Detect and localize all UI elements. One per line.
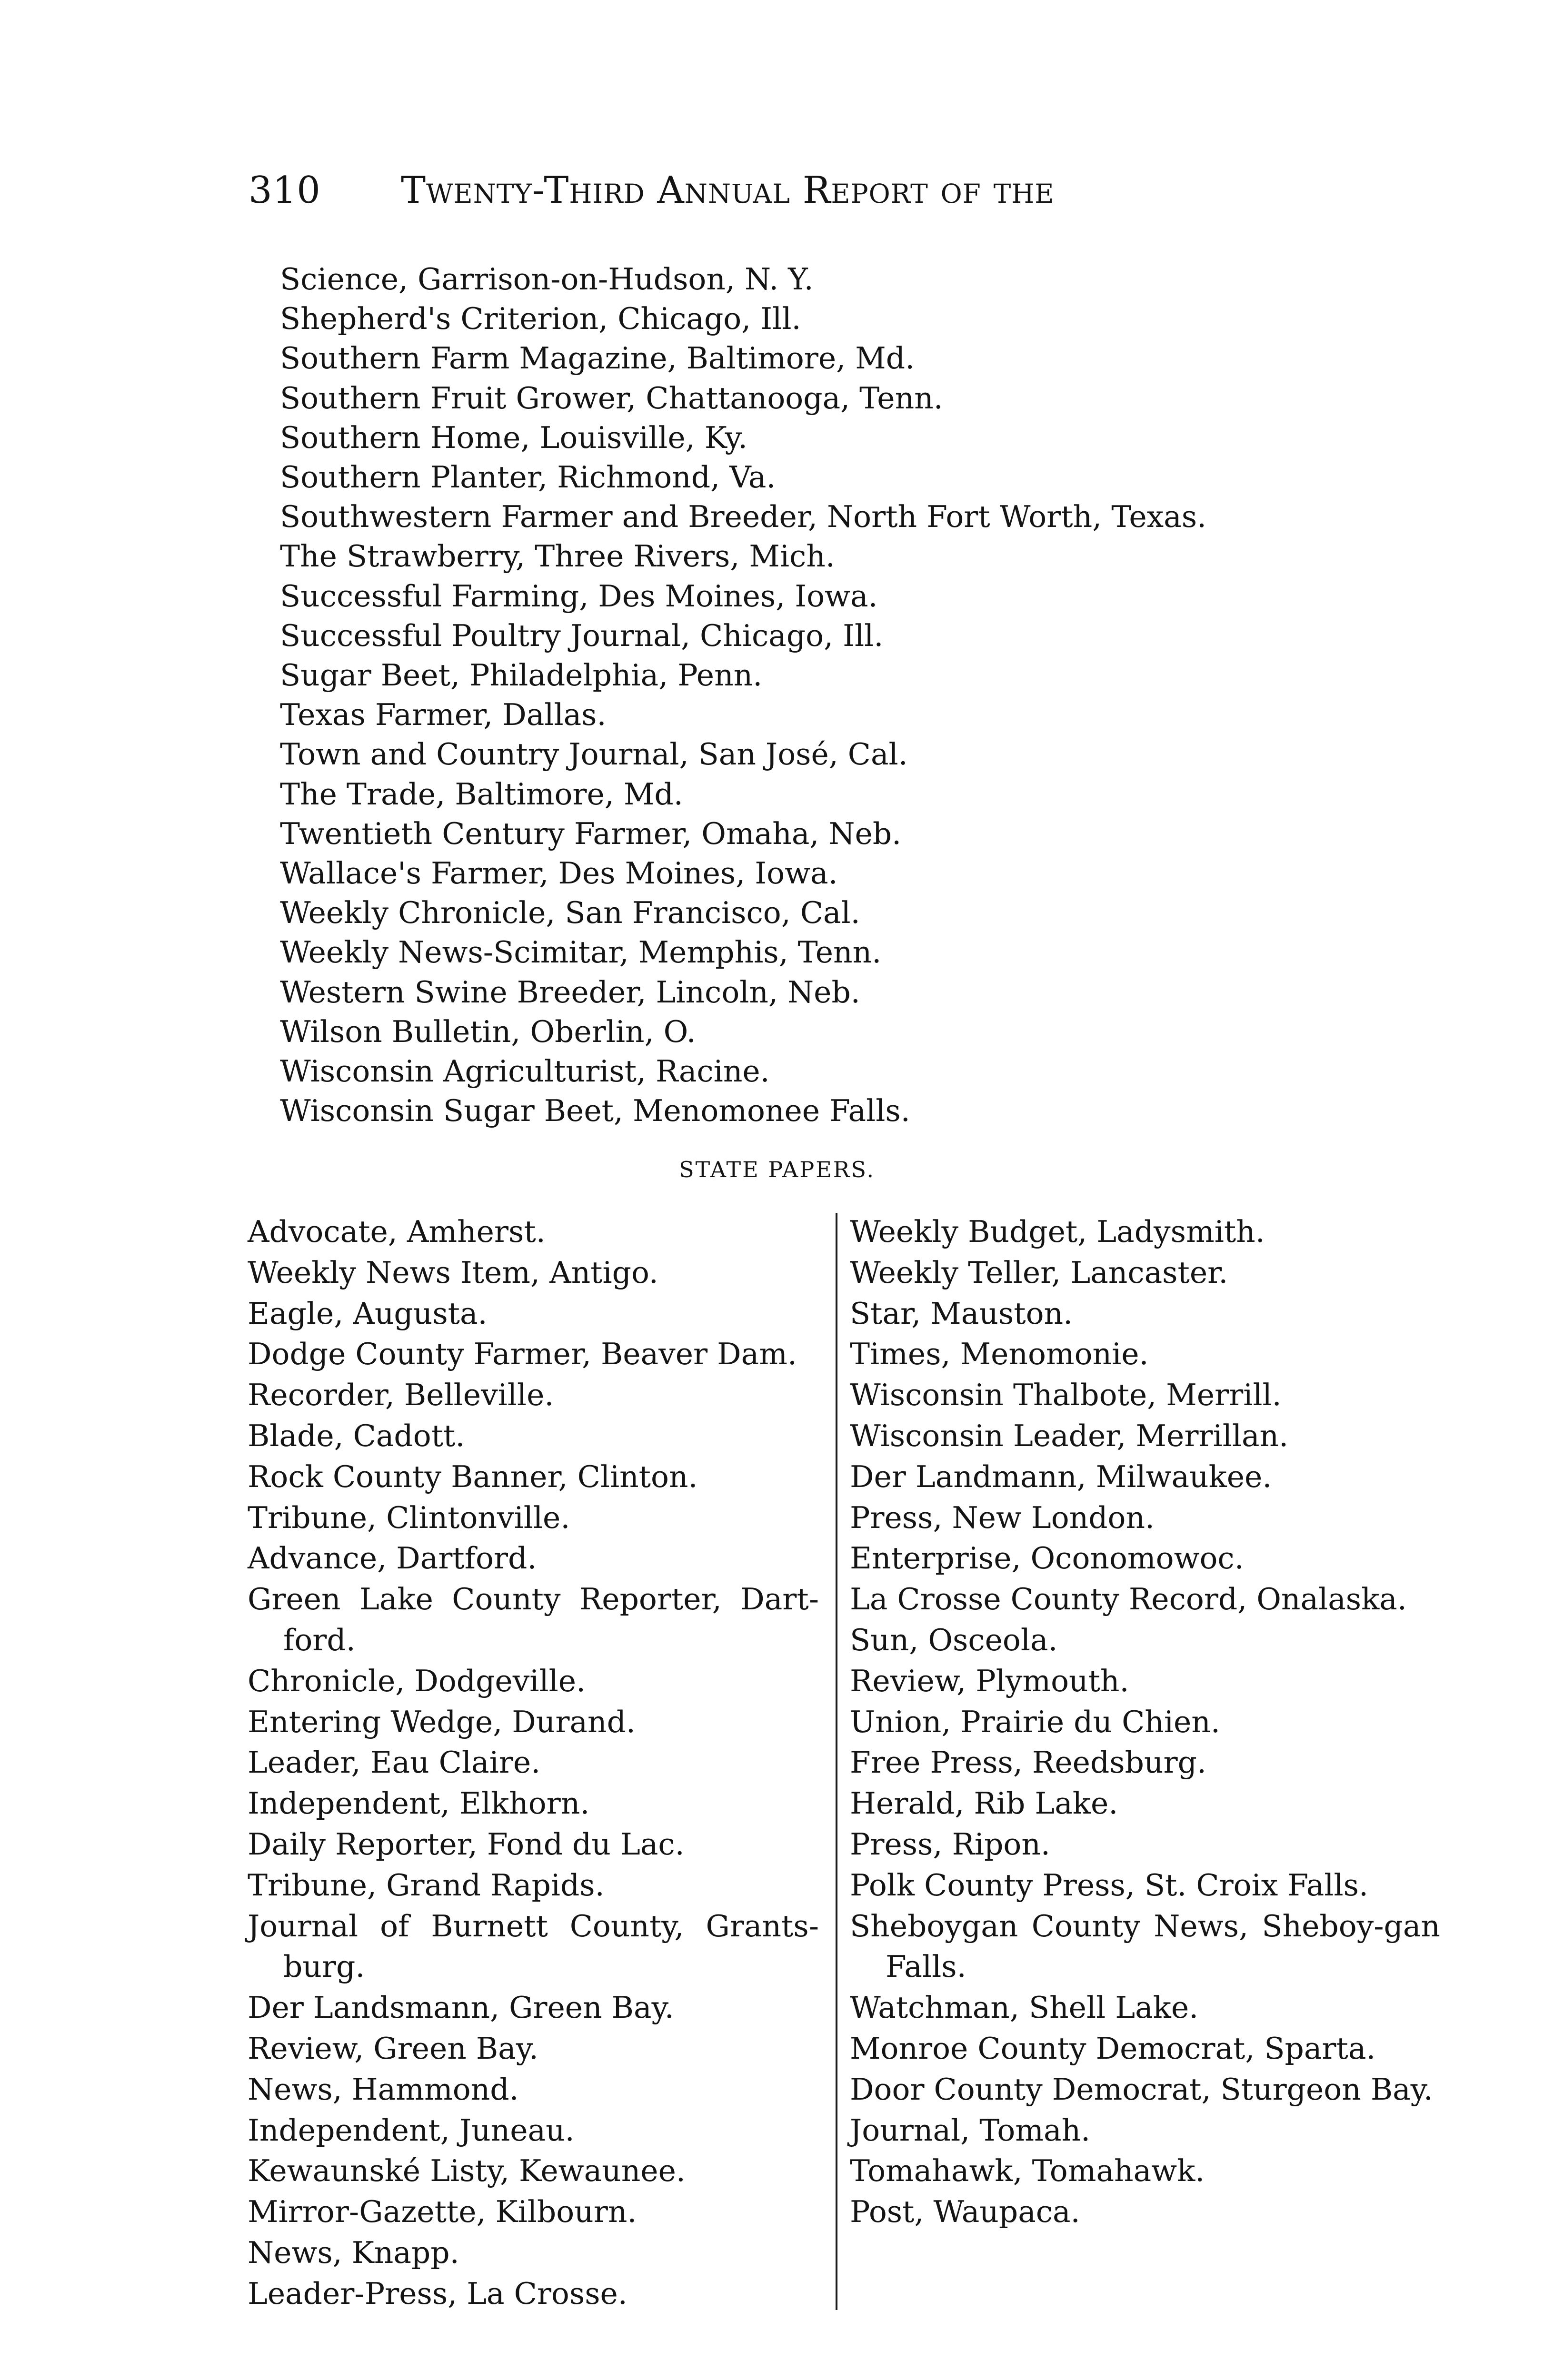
list-item: Green Lake County Reporter, Dart-ford.	[248, 1582, 819, 1657]
list-item: The Trade, Baltimore, Md.	[280, 776, 683, 812]
list-item: Southern Fruit Grower, Chattanooga, Tenn.	[280, 380, 943, 416]
publication-list	[280, 259, 1470, 1130]
state-papers-right-column	[850, 1211, 1440, 2232]
list-item: Independent, Juneau.	[248, 2112, 575, 2148]
list-item: Enterprise, Oconomowoc.	[850, 1541, 1244, 1576]
list-item: Tribune, Clintonville.	[248, 1500, 570, 1535]
list-item: Shepherd's Criterion, Chicago, Ill.	[280, 301, 801, 337]
list-item: Western Swine Breeder, Lincoln, Neb.	[280, 974, 860, 1010]
list-item: Rock County Banner, Clinton.	[248, 1459, 698, 1494]
list-item: Polk County Press, St. Croix Falls.	[850, 1867, 1368, 1903]
list-item: Monroe County Democrat, Sparta.	[850, 2031, 1376, 2066]
list-item: Southern Farm Magazine, Baltimore, Md.	[280, 341, 915, 376]
list-item: Texas Farmer, Dallas.	[280, 697, 607, 733]
list-item: Tribune, Grand Rapids.	[248, 1867, 605, 1903]
list-item: Union, Prairie du Chien.	[850, 1704, 1220, 1739]
list-item: Successful Poultry Journal, Chicago, Ill.	[280, 618, 884, 653]
list-item: Daily Reporter, Fond du Lac.	[248, 1826, 685, 1862]
list-item: Leader-Press, La Crosse.	[248, 2276, 628, 2311]
list-item: Recorder, Belleville.	[248, 1378, 554, 1413]
list-item: Entering Wedge, Durand.	[248, 1704, 636, 1739]
list-item: Southwestern Farmer and Breeder, North Fort Worth, Texas.	[280, 499, 1207, 535]
list-item: Star, Mauston.	[850, 1296, 1073, 1331]
list-item: Wilson Bulletin, Oberlin, O.	[280, 1014, 696, 1049]
list-item: Free Press, Reedsburg.	[850, 1745, 1206, 1780]
list-item: Chronicle, Dodgeville.	[248, 1663, 586, 1698]
list-item: Door County Democrat, Sturgeon Bay.	[850, 2072, 1433, 2107]
list-item: Kewaunské Listy, Kewaunee.	[248, 2153, 686, 2189]
list-item: Twentieth Century Farmer, Omaha, Neb.	[280, 816, 902, 851]
list-item: Wallace's Farmer, Des Moines, Iowa.	[280, 856, 838, 891]
page-header	[249, 169, 1054, 212]
list-item: Blade, Cadott.	[248, 1418, 465, 1453]
list-item: Advocate, Amherst.	[248, 1214, 546, 1249]
list-item: Sun, Osceola.	[850, 1622, 1058, 1657]
list-item: Wisconsin Leader, Merrillan.	[850, 1418, 1289, 1453]
list-item: The Strawberry, Three Rivers, Mich.	[280, 539, 835, 574]
list-item: Southern Home, Louisville, Ky.	[280, 420, 747, 455]
list-item: Journal, Tomah.	[850, 2112, 1091, 2148]
list-item: Wisconsin Sugar Beet, Menomonee Falls.	[280, 1093, 910, 1129]
list-item: La Crosse County Record, Onalaska.	[850, 1582, 1407, 1617]
list-item: Journal of Burnett County, Grants-burg.	[248, 1908, 819, 1984]
state-papers-left-column	[248, 1211, 819, 2314]
section-heading: STATE PAPERS.	[679, 1157, 875, 1182]
list-item: Der Landmann, Milwaukee.	[850, 1459, 1272, 1494]
list-item: Dodge County Farmer, Beaver Dam.	[248, 1337, 797, 1372]
list-item: Der Landsmann, Green Bay.	[248, 1990, 674, 2025]
list-item: Independent, Elkhorn.	[248, 1786, 590, 1821]
list-item: Review, Plymouth.	[850, 1663, 1129, 1698]
list-item: Press, New London.	[850, 1500, 1155, 1535]
column-divider	[836, 1213, 837, 2310]
list-item: Weekly Teller, Lancaster.	[850, 1255, 1228, 1290]
list-item: Times, Menomonie.	[850, 1337, 1149, 1372]
running-title: Twenty-Third Annual Report of the	[401, 169, 1055, 212]
list-item: Post, Waupaca.	[850, 2194, 1080, 2230]
page-number: 310	[249, 169, 321, 212]
list-item: Weekly News-Scimitar, Memphis, Tenn.	[280, 935, 882, 970]
list-item: News, Knapp.	[248, 2235, 459, 2270]
list-item: Wisconsin Thalbote, Merrill.	[850, 1378, 1282, 1413]
list-item: News, Hammond.	[248, 2072, 519, 2107]
list-item: Mirror-Gazette, Kilbourn.	[248, 2194, 637, 2230]
list-item: Wisconsin Agriculturist, Racine.	[280, 1054, 770, 1089]
list-item: Herald, Rib Lake.	[850, 1786, 1118, 1821]
list-item: Science, Garrison-on-Hudson, N. Y.	[280, 262, 814, 297]
list-item: Weekly Chronicle, San Francisco, Cal.	[280, 895, 860, 931]
list-item: Tomahawk, Tomahawk.	[850, 2153, 1205, 2189]
list-item: Successful Farming, Des Moines, Iowa.	[280, 578, 878, 614]
list-item: Watchman, Shell Lake.	[850, 1990, 1199, 2025]
list-item: Sheboygan County News, Sheboy-gan Falls.	[850, 1908, 1440, 1984]
list-item: Review, Green Bay.	[248, 2031, 538, 2066]
list-item: Leader, Eau Claire.	[248, 1745, 541, 1780]
list-item: Press, Ripon.	[850, 1826, 1050, 1862]
list-item: Sugar Beet, Philadelphia, Penn.	[280, 658, 763, 693]
list-item: Weekly Budget, Ladysmith.	[850, 1214, 1265, 1249]
list-item: Southern Planter, Richmond, Va.	[280, 460, 776, 495]
list-item: Advance, Dartford.	[248, 1541, 537, 1576]
list-item: Town and Country Journal, San José, Cal.	[280, 737, 908, 772]
list-item: Weekly News Item, Antigo.	[248, 1255, 658, 1290]
list-item: Eagle, Augusta.	[248, 1296, 488, 1331]
